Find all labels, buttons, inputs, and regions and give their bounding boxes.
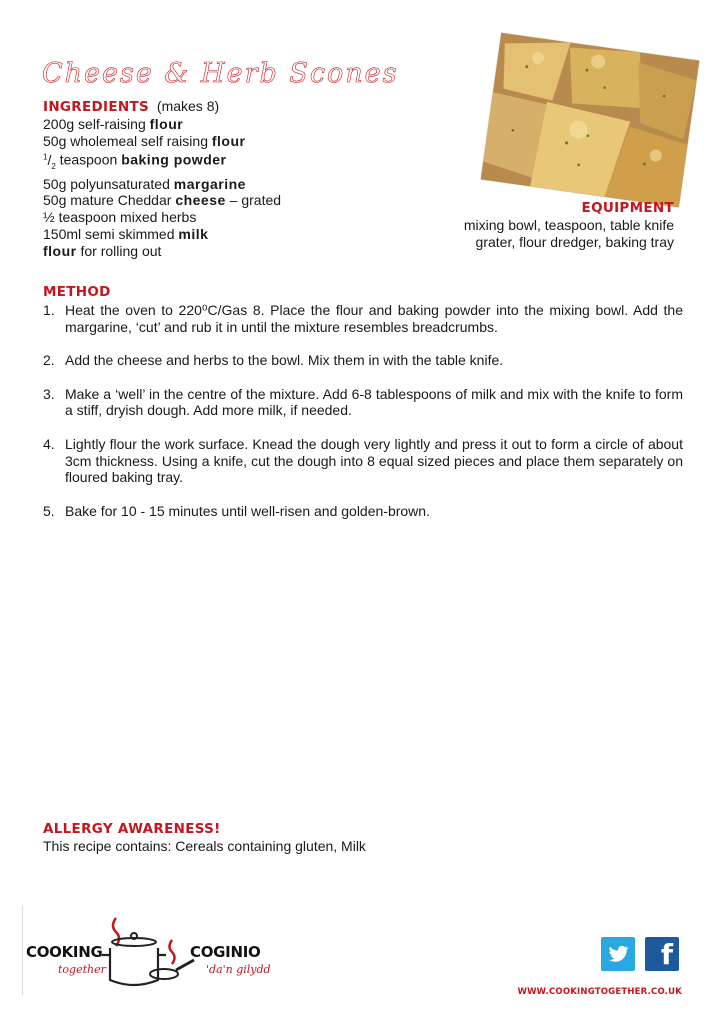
website-link[interactable]: WWW.COOKINGTOGETHER.CO.UK [517,987,682,997]
scones-image [481,33,700,207]
ingredient-item: 200g self-raising flour [43,115,184,132]
logo-text-together: together [58,963,106,976]
scones-photo [481,33,700,207]
ingredients-yield: (makes 8) [156,98,220,114]
allergy-text: This recipe contains: Cereals containing gluten, Milk [43,838,366,854]
ingredient-item: 50g polyunsaturated margarine [43,175,246,192]
cooking-together-logo[interactable] [24,910,284,995]
ingredients-section [43,98,343,260]
method-heading: METHOD [43,284,111,300]
footer-divider [22,905,23,995]
method-step: 2. Add the cheese and herbs to the bowl. Mix them in with the table knife. [43,352,504,369]
method-section [43,284,683,536]
ingredients-heading: INGREDIENTS [43,99,150,115]
twitter-bird-icon [606,942,630,966]
facebook-glyph: f [660,938,673,971]
ingredient-item: 50g mature Cheddar cheese – grated [43,192,282,209]
ingredient-item: 150ml semi skimmed milk [43,226,209,243]
allergy-section [43,821,366,855]
equipment-heading: EQUIPMENT [581,200,674,216]
facebook-icon[interactable] [645,937,679,971]
allergy-heading: ALLERGY AWARENESS! [43,821,221,837]
equipment-line: mixing bowl, teaspoon, table knife [463,217,674,233]
ingredient-item: ½ teaspoon mixed herbs [43,209,197,226]
recipe-title: Cheese & Herb Scones [42,58,399,89]
ingredient-item: flour for rolling out [43,242,162,259]
ingredient-item: $^1/_2$ teaspoon baking powder [43,152,227,171]
logo-text-coginio: COGINIO [190,943,261,961]
logo-text-welsh-sub: 'da'n gilydd [206,963,271,976]
twitter-icon[interactable] [601,937,635,971]
logo-text-cooking: COOKING [26,943,103,961]
method-step: 4. Lightly flour the work surface. Knead the dough very lightly and press it out to form a circle of about 3cm thickness. Using a knife, cut the dough into 8 equal sized pieces and place them separately on floured baking tray. [43,435,683,486]
method-step: 3. Make a ‘well’ in the centre of the mixture. Add 6-8 tablespoons of milk and mix with the knife to form a stiff, dryish dough. Add more milk, if needed. [43,385,683,419]
method-step: 5. Bake for 10 - 15 minutes until well-risen and golden-brown. [43,502,430,519]
equipment-line: grater, flour dredger, baking tray [475,234,674,250]
method-step: 1. Heat the oven to 220⁰C/Gas 8. Place the flour and baking powder into the mixing bowl. Add the margarine, ‘cut’ and rub it in until the mixture resembles breadcrumbs. [43,302,683,335]
equipment-section [464,200,674,251]
ingredient-item: 50g wholemeal self raising flour [43,132,246,149]
